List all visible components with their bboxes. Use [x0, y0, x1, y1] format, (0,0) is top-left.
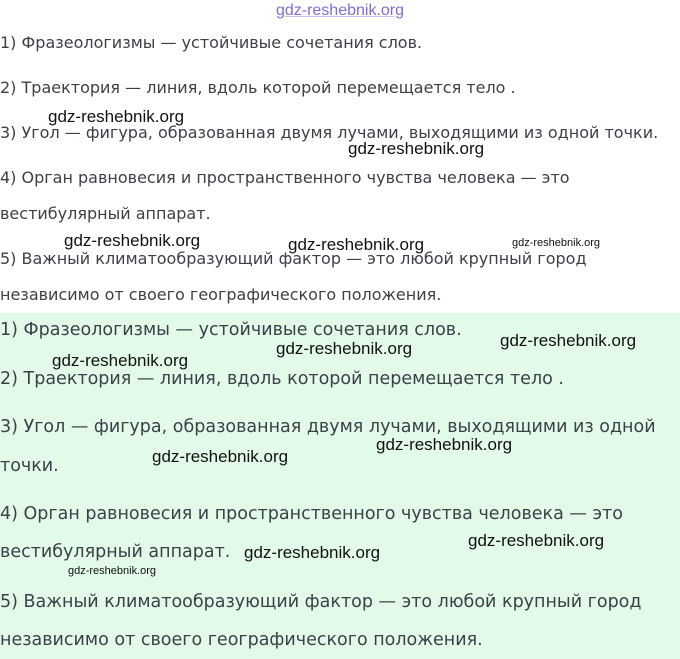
watermark: gdz-reshebnik.org — [64, 231, 201, 250]
watermark: gdz-reshebnik.org — [348, 139, 485, 158]
header-watermark-link[interactable]: gdz-reshebnik.org — [275, 2, 405, 19]
watermark: gdz-reshebnik.org — [68, 565, 157, 577]
block2-line-7: 5) Важный климатообразующий фактор — это любой крупный город — [0, 592, 642, 612]
block1-line-6: 5) Важный климатообразующий фактор — это любой крупный город — [0, 249, 587, 268]
watermark: gdz-reshebnik.org — [276, 339, 413, 358]
block1-line-7: независимо от своего географического положения. — [0, 285, 442, 304]
watermark: gdz-reshebnik.org — [288, 235, 425, 254]
block1-line-1: 1) Фразеологизмы — устойчивые сочетания слов. — [0, 33, 423, 52]
block1-line-3: 3) Угол — фигура, образованная двумя лучами, выходящими из одной точки. — [0, 123, 659, 142]
watermark: gdz-reshebnik.org — [512, 237, 601, 249]
block2-line-8: независимо от своего географического положения. — [0, 630, 483, 650]
answer-block-white — [0, 0, 680, 313]
block1-line-2: 2) Траектория — линия, вдоль которой перемещается тело . — [0, 78, 516, 97]
watermark: gdz-reshebnik.org — [48, 107, 185, 126]
watermark: gdz-reshebnik.org — [244, 543, 381, 562]
watermark: gdz-reshebnik.org — [376, 435, 513, 454]
watermark: gdz-reshebnik.org — [52, 351, 189, 370]
block2-line-6: вестибулярный аппарат. — [0, 542, 231, 562]
block2-line-5: 4) Орган равновесия и пространственного чувства человека — это — [0, 504, 623, 524]
block2-line-4: точки. — [0, 456, 59, 476]
watermark: gdz-reshebnik.org — [468, 531, 605, 550]
watermark: gdz-reshebnik.org — [500, 331, 637, 350]
block2-line-2: 2) Траектория — линия, вдоль которой перемещается тело . — [0, 369, 564, 389]
block2-line-3: 3) Угол — фигура, образованная двумя лучами, выходящими из одной — [0, 417, 656, 437]
watermark: gdz-reshebnik.org — [152, 447, 289, 466]
block2-line-1: 1) Фразеологизмы — устойчивые сочетания слов. — [0, 320, 462, 340]
block1-line-4: 4) Орган равновесия и пространственного чувства человека — это — [0, 168, 570, 187]
block1-line-5: вестибулярный аппарат. — [0, 204, 211, 223]
